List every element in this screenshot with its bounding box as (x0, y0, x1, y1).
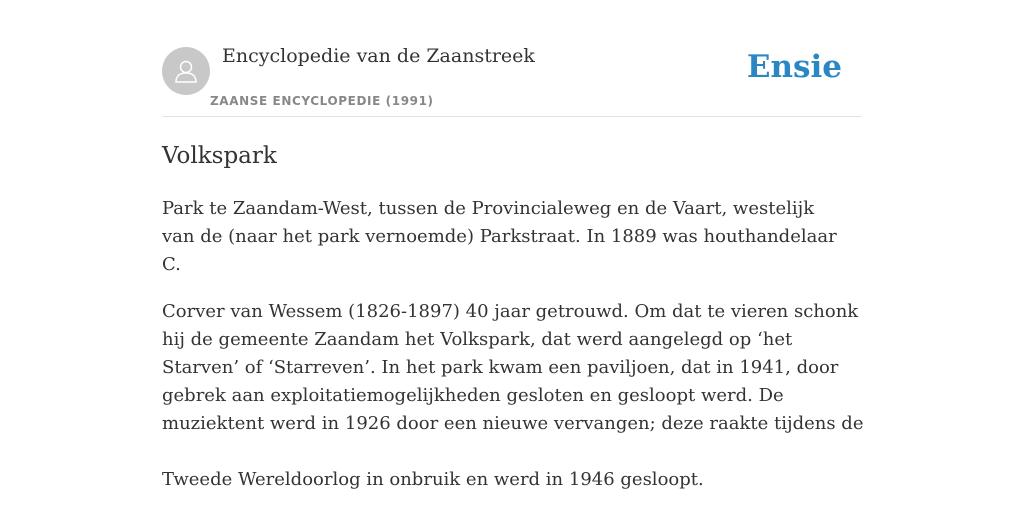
paragraph: Park te Zaandam-West, tussen de Provincialeweg en de Vaart, westelijk van de (naar het park vernoemde) Parkstraat. In 1889 was houthandelaar C. (162, 198, 837, 275)
source-header (162, 0, 862, 117)
source-subtitle: ZAANSE ENCYCLOPEDIE (1991) (210, 94, 434, 108)
source-title[interactable]: Encyclopedie van de Zaanstreek (222, 45, 535, 67)
article-container (162, 0, 862, 494)
article-title: Volkspark (162, 143, 277, 169)
paragraph: Corver van Wessem (1826-1897) 40 jaar getrouwd. Om dat te vieren schonk hij de gemeente Zaandam het Volkspark, dat werd aangelegd op ‘het Starven’ of ‘Starreven’. In het park kwam een paviljoen, dat in 1941, door gebrek aan exploitatiemogelijkheden gesloten en gesloopt werd. De muziektent werd in 1926 door een nieuwe vervangen; deze raakte tijdens de (162, 301, 864, 434)
paragraph: Tweede Wereldoorlog in onbruik en werd in 1946 gesloopt. (162, 469, 704, 490)
user-icon (172, 57, 200, 85)
article-body (162, 195, 862, 494)
avatar[interactable] (162, 47, 210, 95)
ensie-logo[interactable]: Ensie (746, 49, 842, 85)
